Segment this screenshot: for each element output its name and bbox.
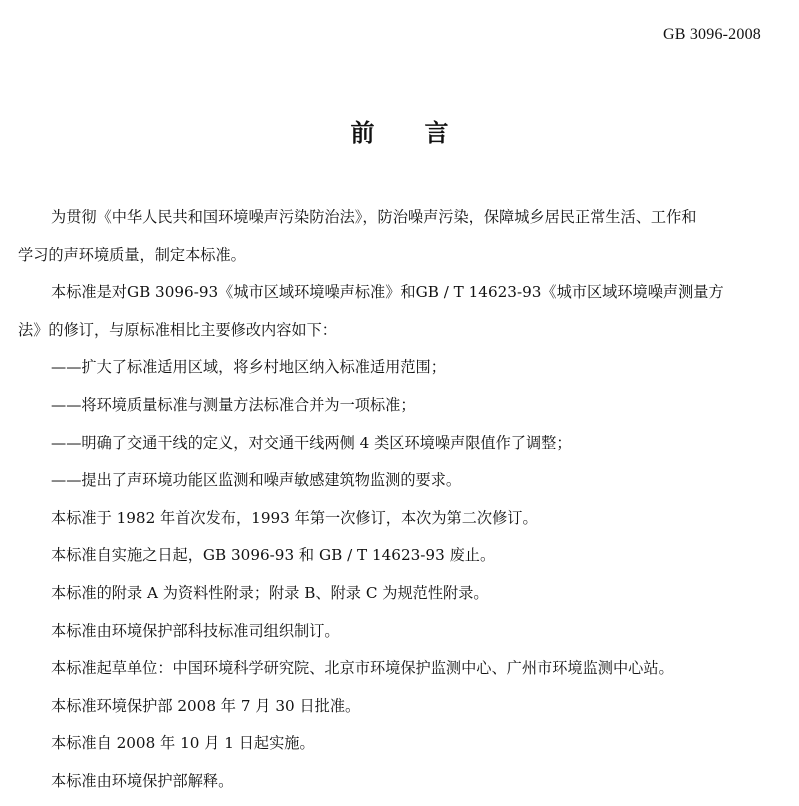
paragraph: 本标准于 1982 年首次发布，1993 年第一次修订，本次为第二次修订。 xyxy=(51,508,538,527)
paragraph: 学习的声环境质量，制定本标准。 xyxy=(18,245,246,264)
paragraph: 本标准自 2008 年 10 月 1 日起实施。 xyxy=(51,734,315,753)
paragraph: 为贯彻《中华人民共和国环境噪声污染防治法》，防治噪声污染，保障城乡居民正常生活、工作和 xyxy=(51,208,697,226)
standard-number: GB 3096-2008 xyxy=(663,26,761,43)
paragraph: 本标准是对GB 3096-93《城市区域环境噪声标准》和GB / T 14623-93《城市区域环境噪声测量方 xyxy=(51,283,724,302)
title-char-2: 言 xyxy=(424,119,449,147)
paragraph: 本标准起草单位：中国环境科学研究院、北京市环境保护监测中心、广州市环境监测中心站。 xyxy=(51,659,674,678)
list-item: ——扩大了标准适用区域，将乡村地区纳入标准适用范围； xyxy=(51,358,446,377)
title-char-1: 前 xyxy=(350,119,375,147)
foreword-body xyxy=(18,199,763,801)
list-item: ——明确了交通干线的定义，对交通干线两侧 4 类区环境噪声限值作了调整； xyxy=(51,433,572,452)
paragraph: 法》的修订，与原标准相比主要修改内容如下： xyxy=(18,320,337,339)
paragraph: 本标准由环境保护部科技标准司组织制订。 xyxy=(51,621,340,640)
paragraph: 本标准环境保护部 2008 年 7 月 30 日批准。 xyxy=(51,696,361,715)
paragraph: 本标准由环境保护部解释。 xyxy=(51,771,234,790)
page-title xyxy=(0,113,799,148)
paragraph: 本标准自实施之日起，GB 3096-93 和 GB / T 14623-93 废止。 xyxy=(51,546,496,565)
list-item: ——将环境质量标准与测量方法标准合并为一项标准； xyxy=(51,395,416,414)
paragraph: 本标准的附录 A 为资料性附录；附录 B、附录 C 为规范性附录。 xyxy=(51,583,489,602)
list-item: ——提出了声环境功能区监测和噪声敏感建筑物监测的要求。 xyxy=(51,471,462,490)
